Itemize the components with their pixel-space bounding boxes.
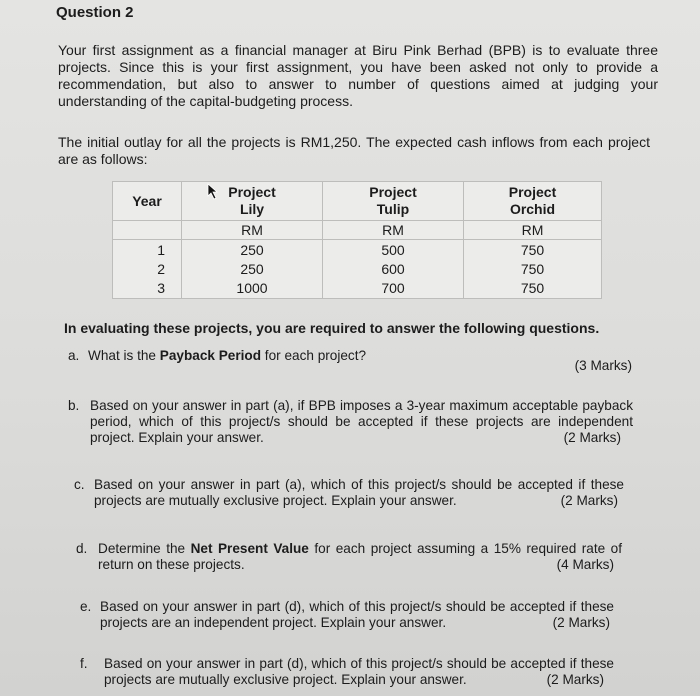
table-header-row bbox=[113, 182, 602, 221]
header-line: Tulip bbox=[376, 201, 410, 217]
question-a bbox=[68, 348, 632, 373]
question-text bbox=[88, 348, 366, 364]
question-c bbox=[74, 477, 624, 513]
year-value: 3 bbox=[157, 280, 165, 296]
question-label: e. bbox=[80, 599, 92, 614]
cash-value: 600 bbox=[381, 261, 405, 277]
header-line: Orchid bbox=[509, 201, 556, 217]
question-text bbox=[98, 541, 622, 573]
header-project-orchid bbox=[464, 182, 602, 221]
cash-value: 750 bbox=[520, 261, 545, 277]
question-d bbox=[76, 541, 622, 577]
outlay-paragraph: The initial outlay for all the projects is RM1,250. The expected cash inflows from each project are as follows: bbox=[58, 134, 650, 167]
question-label: d. bbox=[76, 541, 88, 556]
question-b bbox=[68, 398, 631, 450]
marks: (2 Marks) bbox=[552, 615, 610, 630]
question-text: Based on your answer in part (a), if BPB imposes a 3-year maximum acceptable payback period, which of this project/s should be accepted if these projects are independent project. Explain your answer. bbox=[90, 398, 633, 445]
question-e bbox=[80, 599, 616, 635]
unit-cell: RM bbox=[464, 221, 602, 240]
text-part: Determine the bbox=[98, 541, 191, 556]
question-f bbox=[80, 656, 616, 692]
question-text: Based on your answer in part (d), which of this project/s should be accepted if these projects are an independent project. Explain your answer. bbox=[100, 599, 614, 630]
instruction-text: In evaluating these projects, you are required to answer the following questions. bbox=[64, 320, 600, 336]
text-part: for each project assuming a 15% required rate of return on these projects. bbox=[98, 541, 623, 572]
tulip-values-cell bbox=[323, 240, 464, 299]
question-text: Based on your answer in part (d), which of this project/s should be accepted if these projects are mutually exclusive project. Explain your answer. bbox=[104, 656, 614, 687]
header-line: Project bbox=[228, 184, 276, 200]
unit-cell: RM bbox=[323, 221, 464, 240]
unit-cell: RM bbox=[182, 221, 323, 240]
text-part: for each project? bbox=[261, 348, 367, 363]
values-row bbox=[113, 240, 602, 299]
text-part: What is the bbox=[88, 348, 160, 363]
cash-value: 700 bbox=[381, 280, 405, 296]
question-label: a. bbox=[68, 348, 80, 363]
cash-value: 1000 bbox=[236, 280, 268, 296]
cash-value: 250 bbox=[240, 242, 264, 258]
question-text: Based on your answer in part (a), which of this project/s should be accepted if these projects are mutually exclusive project. Explain your answer. bbox=[94, 477, 624, 508]
header-line: Project bbox=[508, 184, 557, 200]
unit-row bbox=[113, 221, 602, 240]
cash-value: 250 bbox=[240, 261, 264, 277]
question-label: b. bbox=[68, 398, 80, 413]
question-label: f. bbox=[80, 656, 88, 671]
lily-values-cell bbox=[182, 240, 323, 299]
year-cell bbox=[113, 240, 182, 299]
bold-term: Net Present Value bbox=[190, 541, 309, 556]
marks: (4 Marks) bbox=[556, 557, 614, 572]
cash-value: 750 bbox=[520, 280, 545, 296]
question-label: c. bbox=[74, 477, 85, 492]
marks: (2 Marks) bbox=[560, 493, 618, 508]
orchid-values-cell bbox=[464, 240, 602, 299]
question-title: Question 2 bbox=[56, 4, 134, 21]
header-line: Lily bbox=[239, 201, 265, 217]
year-value: 2 bbox=[157, 261, 165, 277]
cash-inflow-table bbox=[112, 181, 602, 299]
cash-value: 750 bbox=[520, 242, 545, 258]
marks: (2 Marks) bbox=[546, 672, 604, 687]
table-cell bbox=[113, 221, 182, 240]
year-value: 1 bbox=[157, 242, 165, 258]
intro-paragraph: Your first assignment as a financial manager at Biru Pink Berhad (BPB) is to evaluate three projects. Since this is your first assignment, you have been asked not only to provide a recommendation, but also to answer to number of questions aimed at judging your understanding of the capital-budgeting process. bbox=[58, 42, 658, 109]
marks: (2 Marks) bbox=[563, 430, 621, 445]
mouse-cursor-icon bbox=[207, 183, 221, 201]
marks: (3 Marks) bbox=[574, 358, 632, 373]
header-project-tulip bbox=[323, 182, 464, 221]
header-project-lily bbox=[182, 182, 323, 221]
bold-term: Payback Period bbox=[159, 348, 262, 363]
cash-value: 500 bbox=[381, 242, 405, 258]
year-header: Year bbox=[113, 182, 182, 221]
header-line: Project bbox=[369, 184, 417, 200]
